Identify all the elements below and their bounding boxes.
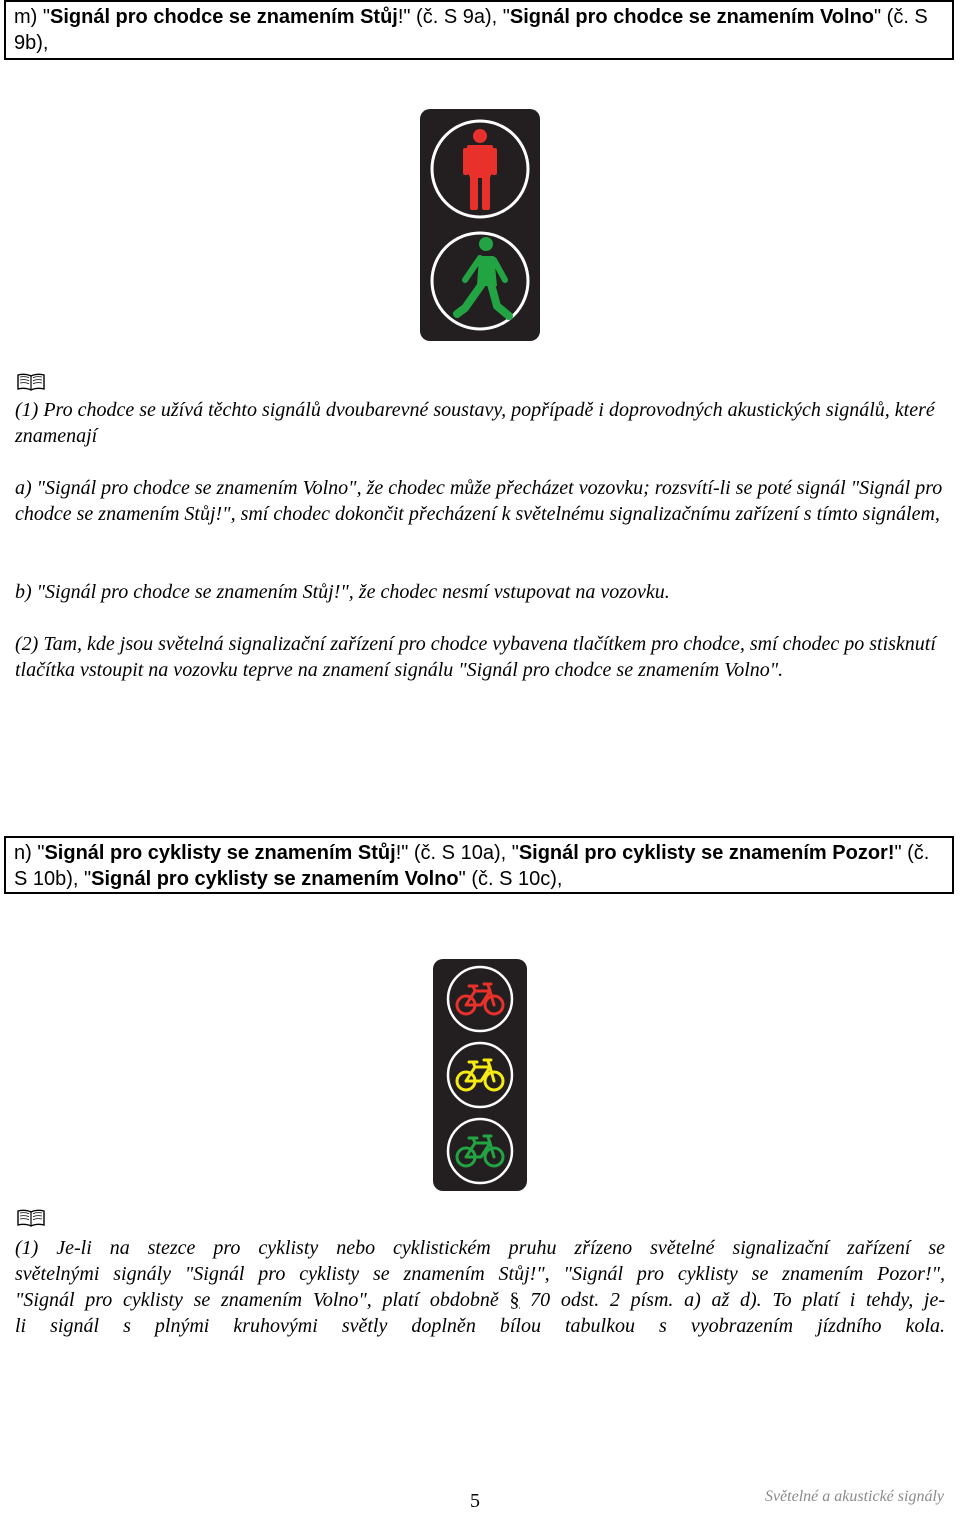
cyclist-line-3 xyxy=(15,1287,945,1313)
heading-text: " (č. S 10c), xyxy=(458,868,563,890)
book-icon xyxy=(17,1209,45,1227)
footer-chapter-title: Světelné a akustické signály xyxy=(764,1488,944,1505)
heading-text: !" (č. S 9a), " xyxy=(397,6,510,28)
heading-bold-stop: Signál pro chodce se znamením Stůj xyxy=(49,6,398,28)
heading-bold-go: Signál pro cyklisty se znamením Volno xyxy=(91,868,459,890)
line-text: 70 odst. 2 písm. a) až d). To platí i tehdy, je- xyxy=(519,1289,945,1311)
paragraph-2: (2) Tam, kde jsou světelná signalizační zařízení pro chodce vybavena tlačítkem pro chodce, smí chodec po stisknutí tlačítka vstoupit na vozovku teprve na znamení signálu "Signál pro chodce se znamením Volno". xyxy=(15,633,936,681)
heading-bold-caution: Signál pro cyklisty se znamením Pozor! xyxy=(518,842,895,864)
section-heading-n xyxy=(4,836,954,894)
heading-bold-stop: Signál pro cyklisty se znamením Stůj xyxy=(44,842,396,864)
heading-text: !" (č. S 10a), " xyxy=(395,842,519,864)
paragraph-a: a) "Signál pro chodce se znamením Volno", že chodec může přecházet vozovku; rozsvítí-li se poté signál "Signál pro chodce se znamením Stůj!", smí chodec dokončit přecházení k světelnému signalizačnímu zařízení s tímto signálem, xyxy=(15,477,943,525)
cyclist-line-2: světelnými signály "Signál pro cyklisty se znamením Stůj!", "Signál pro cyklisty se znamením Pozor!", xyxy=(15,1263,945,1285)
heading-bold-go: Signál pro chodce se znamením Volno xyxy=(509,6,874,28)
page-number: 5 xyxy=(470,1490,480,1512)
section-heading-m xyxy=(4,0,954,60)
pedestrian-signal xyxy=(419,108,541,342)
line-text: "Signál pro cyklisty se znamením Volno", platí obdobně xyxy=(15,1289,510,1311)
heading-text: " (č. S 9b), xyxy=(14,6,928,54)
book-icon xyxy=(17,373,45,391)
paragraph-sign: § xyxy=(509,1289,520,1311)
heading-text: n) " xyxy=(14,842,45,864)
paragraph-1: (1) Pro chodce se užívá těchto signálů dvoubarevné soustavy, popřípadě i doprovodných akustických signálů, které znamenají xyxy=(15,399,935,447)
heading-text: " (č. S 10b), " xyxy=(14,842,930,890)
cyclist-line-1: (1) Je-li na stezce pro cyklisty nebo cyklistickém pruhu zřízeno světelné signalizační zařízení se xyxy=(15,1237,945,1259)
paragraph-b: b) "Signál pro chodce se znamením Stůj!", že chodec nesmí vstupovat na vozovku. xyxy=(15,581,670,603)
heading-text: m) " xyxy=(14,6,50,28)
cyclist-line-4: li signál s plnými kruhovými světly doplněn bílou tabulkou s vyobrazením jízdního kola. xyxy=(15,1315,945,1337)
bicycle-signal xyxy=(432,958,528,1192)
